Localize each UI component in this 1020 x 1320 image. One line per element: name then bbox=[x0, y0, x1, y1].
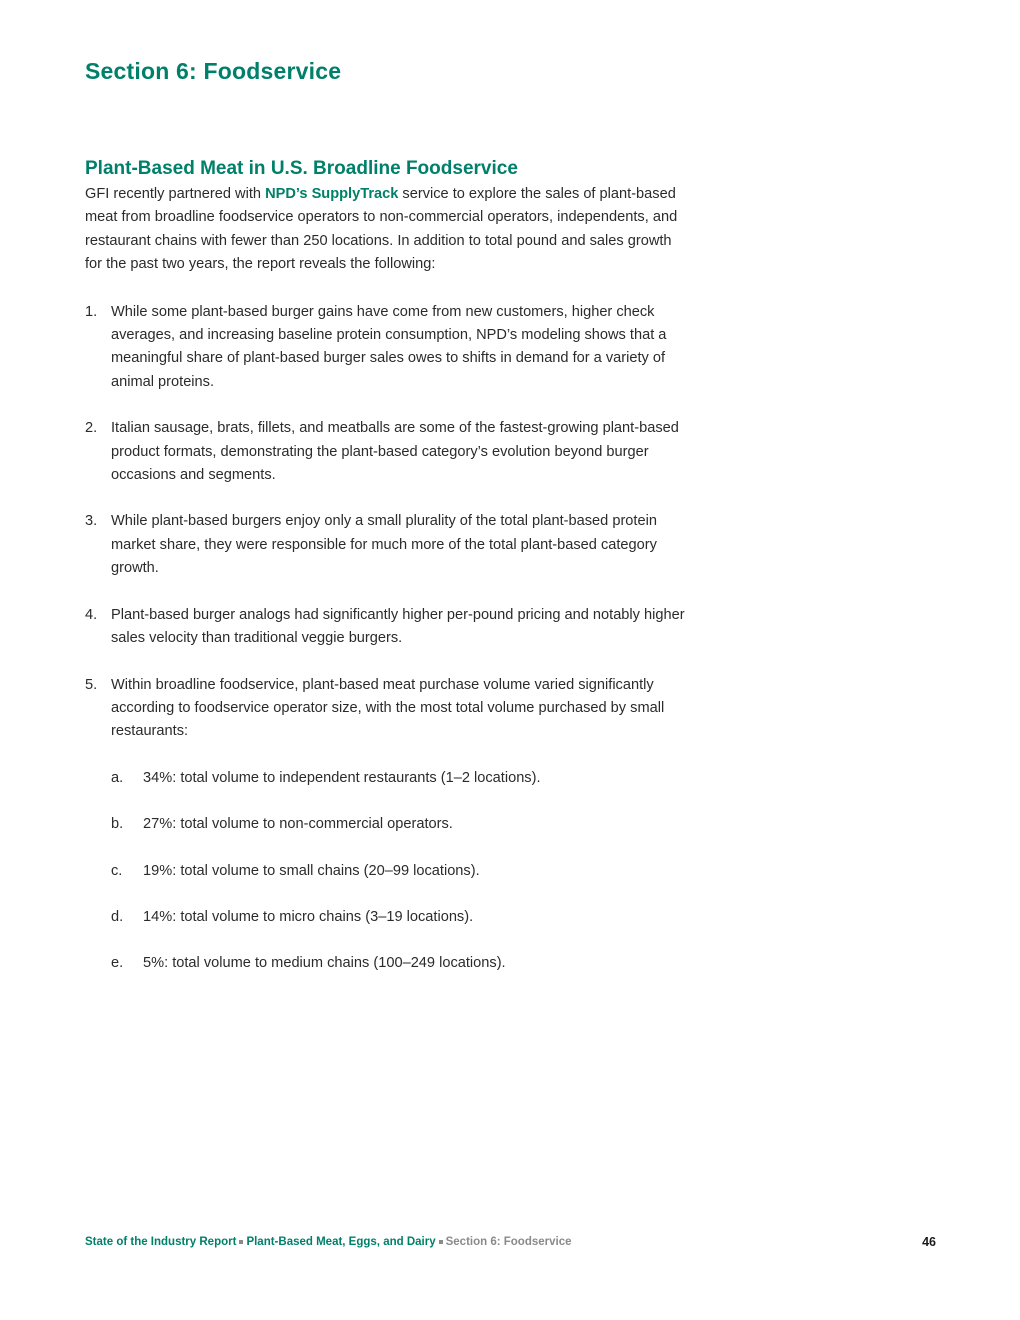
sub-list-letter: d. bbox=[111, 908, 124, 925]
sub-list-item bbox=[111, 860, 685, 883]
list-number: 3. bbox=[85, 513, 98, 530]
intro-text-start: GFI recently partnered with bbox=[85, 186, 266, 202]
page-number: 46 bbox=[922, 1235, 936, 1249]
sub-list-item bbox=[111, 906, 685, 929]
list-text: Plant-based burger analogs had significantly higher per-pound pricing and notably higher sales velocity than traditional veggie burgers. bbox=[111, 606, 685, 647]
intro-paragraph bbox=[85, 183, 685, 277]
sub-list-letter: c. bbox=[111, 862, 123, 879]
list-number: 5. bbox=[85, 676, 98, 693]
sub-list-text: 5%: total volume to medium chains (100–249 locations). bbox=[143, 955, 506, 972]
intro-text-end: service to explore the sales of plant-based meat from broadline foodservice operators to non-commercial operators, independents, and restaurant chains with fewer than 250 locations. In addition to total pound and sales growth for the past two years, the report reveals the following: bbox=[85, 186, 678, 273]
footer-section: Section 6: Foodservice bbox=[445, 1236, 572, 1248]
sub-list-text: 14%: total volume to micro chains (3–19 locations). bbox=[143, 908, 474, 925]
sub-list-item bbox=[111, 952, 685, 975]
list-text: While some plant-based burger gains have come from new customers, higher check averages, and increasing baseline protein consumption, NPD’s modeling shows that a meaningful share of plant-based burger sales owes to shifts in demand for a variety of animal proteins. bbox=[111, 303, 667, 390]
volume-breakdown-list bbox=[111, 767, 685, 976]
sub-list-letter: a. bbox=[111, 769, 124, 786]
list-number: 1. bbox=[85, 303, 98, 320]
sub-list-letter: e. bbox=[111, 955, 124, 972]
separator-square-icon bbox=[239, 1240, 243, 1244]
list-text: While plant-based burgers enjoy only a small plurality of the total plant-based protein market share, they were responsible for much more of the total plant-based category growth. bbox=[111, 513, 657, 577]
sub-list-text: 34%: total volume to independent restaurants (1–2 locations). bbox=[143, 769, 541, 786]
findings-list bbox=[85, 301, 685, 744]
list-item bbox=[85, 417, 685, 487]
list-number: 2. bbox=[85, 420, 98, 437]
sub-list-item bbox=[111, 813, 685, 836]
sub-list-item bbox=[111, 767, 685, 790]
sub-list-text: 19%: total volume to small chains (20–99 locations). bbox=[143, 862, 480, 879]
sub-list-text: 27%: total volume to non-commercial operators. bbox=[143, 816, 453, 833]
list-item bbox=[85, 510, 685, 580]
separator-square-icon bbox=[439, 1240, 443, 1244]
article bbox=[85, 157, 685, 999]
list-text: Italian sausage, brats, fillets, and meatballs are some of the fastest-growing plant-based product formats, demonstrating the plant-based category’s evolution beyond burger occasions and segments. bbox=[111, 420, 679, 484]
list-item bbox=[85, 301, 685, 395]
npd-supplytrack-link[interactable]: NPD’s SupplyTrack bbox=[265, 186, 399, 202]
section-title: Section 6: Foodservice bbox=[85, 58, 342, 84]
footer-topic: Plant-Based Meat, Eggs, and Dairy bbox=[246, 1236, 436, 1248]
list-item bbox=[85, 674, 685, 744]
footer-report-title: State of the Industry Report bbox=[85, 1236, 237, 1248]
list-item bbox=[85, 604, 685, 651]
list-number: 4. bbox=[85, 606, 98, 623]
article-heading: Plant-Based Meat in U.S. Broadline Foodservice bbox=[85, 158, 518, 179]
sub-list-letter: b. bbox=[111, 816, 124, 833]
list-text: Within broadline foodservice, plant-based meat purchase volume varied significantly according to foodservice operator size, with the most total volume purchased by small restaurants: bbox=[111, 676, 665, 740]
footer-breadcrumb bbox=[85, 1234, 572, 1250]
